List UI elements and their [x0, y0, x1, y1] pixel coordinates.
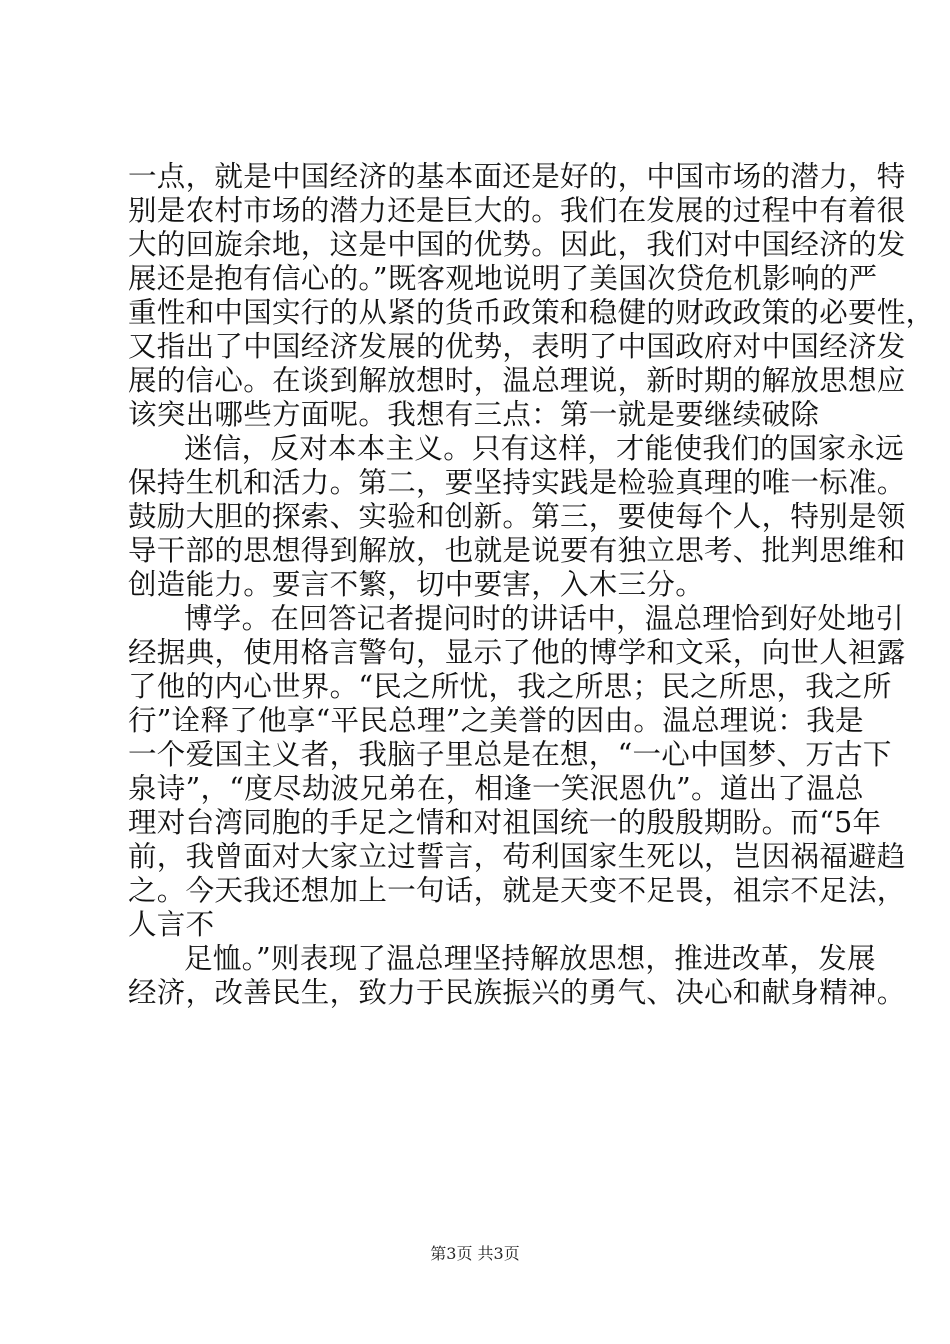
text-line: 大的回旋余地，这是中国的优势。因此，我们对中国经济的发 — [128, 228, 906, 261]
text-line: 一点，就是中国经济的基本面还是好的，中国市场的潜力，特 — [128, 160, 906, 193]
text-line: 之。今天我还想加上一句话，就是天变不足畏，祖宗不足法， — [128, 874, 906, 907]
text-line: 创造能力。要言不繁，切中要害，入木三分。 — [128, 568, 705, 601]
text-line: 经济，改善民生，致力于民族振兴的勇气、决心和献身精神。 — [128, 976, 906, 1009]
text-line: 了他的内心世界。“民之所忧，我之所思；民之所思，我之所 — [128, 670, 892, 703]
text-line: 迷信，反对本本主义。只有这样，才能使我们的国家永远 — [184, 432, 905, 465]
document-body — [128, 160, 935, 1010]
text-line: 足恤。”则表现了温总理坚持解放思想，推进改革，发展 — [184, 942, 876, 975]
text-line: 导干部的思想得到解放，也就是说要有独立思考、批判思维和 — [128, 534, 906, 567]
text-line: 人言不 — [128, 908, 215, 941]
text-line: 该突出哪些方面呢。我想有三点：第一就是要继续破除 — [128, 398, 820, 431]
text-line: 展的信心。在谈到解放想时，温总理说，新时期的解放思想应 — [128, 364, 906, 397]
text-line: 保持生机和活力。第二，要坚持实践是检验真理的唯一标准。 — [128, 466, 906, 499]
page-footer: 第3页 共3页 — [430, 1244, 520, 1263]
paragraph — [128, 602, 906, 942]
text-line: 经据典，使用格言警句，显示了他的博学和文采，向世人袒露 — [128, 636, 906, 669]
text-line: 重性和中国实行的从紧的货币政策和稳健的财政政策的必要性， — [128, 296, 935, 329]
text-line: 展还是抱有信心的。”既客观地说明了美国次贷危机影响的严 — [128, 262, 878, 295]
text-line: 行”诠释了他享“平民总理”之美誉的因由。温总理说：我是 — [128, 704, 864, 737]
paragraph — [128, 432, 906, 602]
text-line: 一个爱国主义者，我脑子里总是在想，“一心中国梦、万古下 — [128, 738, 892, 771]
text-line: 鼓励大胆的探索、实验和创新。第三，要使每个人，特别是领 — [128, 500, 906, 533]
paragraph — [128, 942, 906, 1010]
text-line: 理对台湾同胞的手足之情和对祖国统一的殷殷期盼。而“5年 — [128, 806, 882, 839]
text-line: 别是农村市场的潜力还是巨大的。我们在发展的过程中有着很 — [128, 194, 906, 227]
paragraph — [128, 160, 935, 432]
text-line: 前，我曾面对大家立过誓言，苟利国家生死以，岂因祸福避趋 — [128, 840, 906, 873]
text-line: 泉诗”，“度尽劫波兄弟在，相逢一笑泯恩仇”。道出了温总 — [128, 772, 864, 805]
text-line: 又指出了中国经济发展的优势，表明了中国政府对中国经济发 — [128, 330, 906, 363]
text-line: 博学。在回答记者提问时的讲话中，温总理恰到好处地引 — [184, 602, 905, 635]
